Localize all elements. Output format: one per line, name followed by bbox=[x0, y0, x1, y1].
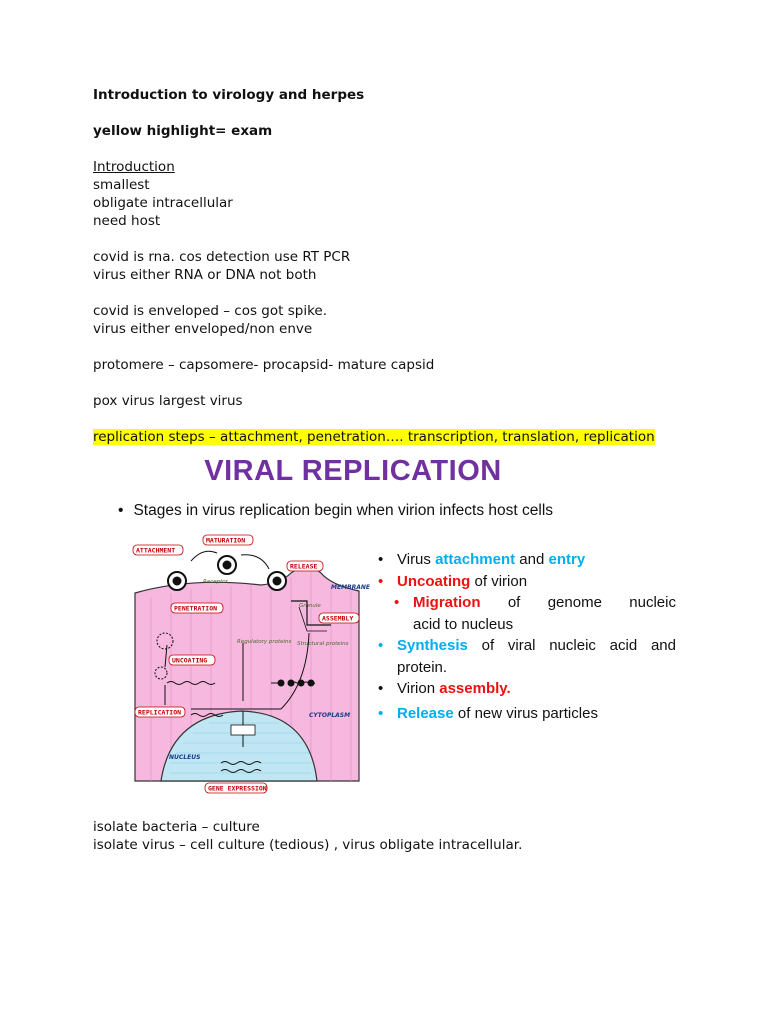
note-line: need host bbox=[93, 213, 161, 229]
highlighted-exam-line: replication steps – attachment, penetration…. transcription, translation, replication bbox=[93, 429, 655, 445]
highlight-legend: yellow highlight= exam bbox=[93, 123, 273, 139]
label-penetration: PENETRATION bbox=[174, 604, 218, 613]
stage-subitem: • Migration of genome nucleic acid to nucleus bbox=[394, 594, 676, 633]
section-heading: Introduction bbox=[93, 159, 175, 175]
label-maturation: MATURATION bbox=[206, 536, 246, 545]
label-membrane: MEMBRANE bbox=[331, 584, 370, 591]
bullet-icon: • bbox=[378, 637, 384, 654]
note-line: covid is rna. cos detection use RT PCR bbox=[93, 249, 351, 265]
bullet-icon: • bbox=[378, 680, 384, 697]
stages-bullet-list bbox=[376, 549, 676, 724]
dna-box-icon bbox=[231, 725, 255, 735]
bullet-icon: • bbox=[378, 572, 384, 590]
bullet-icon: • bbox=[394, 594, 400, 611]
label-nucleus: NUCLEUS bbox=[169, 754, 201, 761]
document-title: Introduction to virology and herpes bbox=[93, 87, 365, 103]
note-line: smallest bbox=[93, 177, 150, 193]
bullet-icon: • bbox=[378, 551, 384, 568]
label-cytoplasm: CYTOPLASM bbox=[309, 712, 351, 719]
label-attachment: ATTACHMENT bbox=[136, 546, 176, 555]
label-replication: REPLICATION bbox=[138, 708, 182, 717]
label-assembly: ASSEMBLY bbox=[322, 614, 354, 623]
stage-item: • Virion assembly. bbox=[376, 678, 676, 700]
replication-cycle-diagram bbox=[131, 533, 370, 801]
notes-body bbox=[93, 86, 693, 446]
stage-item: • Release of new virus particles bbox=[376, 703, 676, 725]
label-gene-expression: GENE EXPRESSION bbox=[208, 784, 267, 793]
viral-replication-slide bbox=[93, 449, 693, 804]
note-line: pox virus largest virus bbox=[93, 393, 243, 409]
notes-footer bbox=[93, 818, 522, 854]
stage-item: • Uncoating of virion bbox=[376, 571, 676, 593]
note-line: virus either RNA or DNA not both bbox=[93, 267, 317, 283]
stage-item: • Virus attachment and entry bbox=[376, 549, 676, 571]
slide-subtitle-text: Stages in virus replication begin when virion infects host cells bbox=[133, 502, 554, 519]
note-line: virus either enveloped/non enve bbox=[93, 321, 313, 337]
label-structural-proteins: Structural proteins bbox=[297, 641, 349, 647]
slide-title: VIRAL REPLICATION bbox=[204, 455, 502, 487]
slide-subtitle bbox=[118, 502, 553, 520]
note-line: isolate virus – cell culture (tedious) , virus obligate intracellular. bbox=[93, 837, 523, 853]
note-line: isolate bacteria – culture bbox=[93, 819, 260, 835]
bullet-icon: • bbox=[378, 704, 384, 722]
label-granule: Granule bbox=[299, 603, 321, 609]
note-line: protomere – capsomere- procapsid- mature capsid bbox=[93, 357, 435, 373]
label-regulatory-proteins: Regulatory proteins bbox=[237, 639, 292, 645]
stage-item: • Synthesis of viral nucleic acid and protein. bbox=[378, 637, 676, 676]
label-release: RELEASE bbox=[290, 562, 318, 571]
note-line: covid is enveloped – cos got spike. bbox=[93, 303, 328, 319]
label-receptor: Receptor bbox=[203, 579, 228, 585]
label-uncoating: UNCOATING bbox=[172, 656, 208, 665]
note-line: obligate intracellular bbox=[93, 195, 233, 211]
bullet-icon: • bbox=[118, 502, 124, 519]
